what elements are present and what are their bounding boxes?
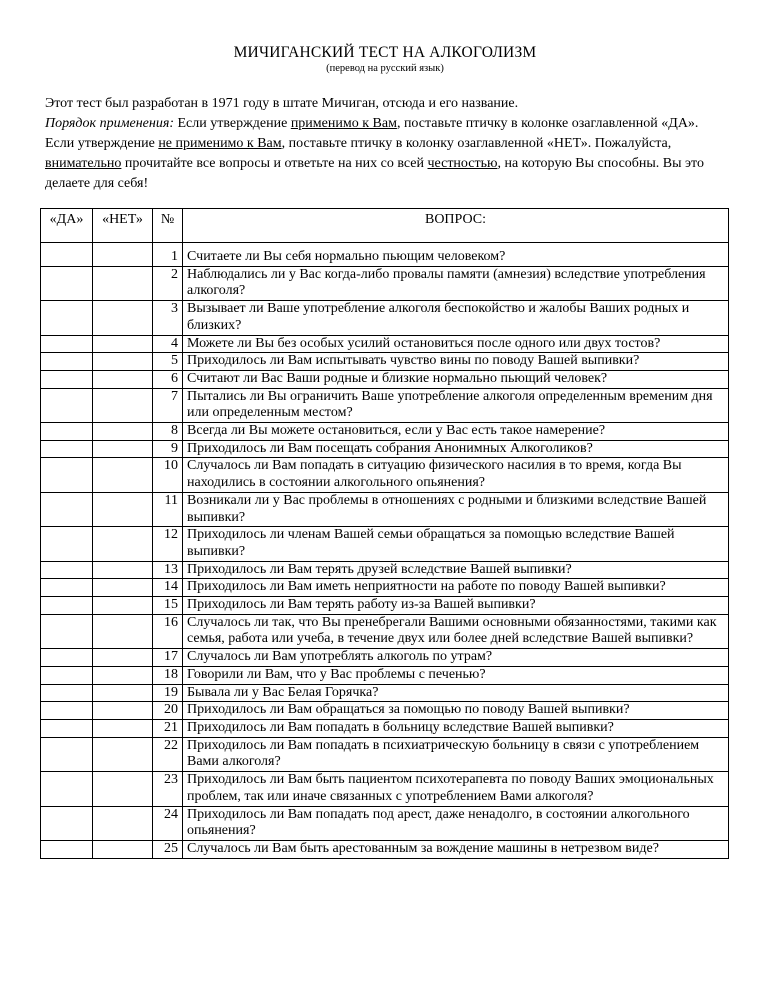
instructions-text-5: , на которую Вы способны. Вы это делаете для себя! — [45, 156, 704, 191]
question-number: 11 — [153, 492, 183, 526]
question-text: Приходилось ли Вам посещать собрания Анонимных Алкоголиков? — [183, 440, 729, 458]
answer-no-cell[interactable] — [93, 301, 153, 335]
question-text: Случалось ли Вам быть арестованным за вождение машины в нетрезвом виде? — [183, 840, 729, 858]
table-row — [41, 249, 729, 266]
question-number: 6 — [153, 370, 183, 388]
answer-no-cell[interactable] — [93, 335, 153, 353]
question-text: Случалось ли так, что Вы пренебрегали Вашими основными обязанностями, такими как семья, работа или учеба, в течение двух или более дней вследствие Вашей выпивки? — [183, 614, 729, 648]
table-row — [41, 702, 729, 720]
question-text: Пытались ли Вы ограничить Ваше употребление алкоголя определенным временим дня или определенным местом? — [183, 388, 729, 422]
table-row — [41, 597, 729, 615]
question-text: Приходилось ли Вам быть пациентом психотерапевта по поводу Ваших эмоциональных проблем, так или иначе связанных с употреблением Вами алкоголя? — [183, 772, 729, 806]
answer-no-cell[interactable] — [93, 388, 153, 422]
answer-no-cell[interactable] — [93, 649, 153, 667]
answer-yes-cell[interactable] — [41, 702, 93, 720]
question-number: 3 — [153, 301, 183, 335]
question-number: 8 — [153, 423, 183, 441]
answer-no-cell[interactable] — [93, 249, 153, 266]
answer-no-cell[interactable] — [93, 772, 153, 806]
instructions-text-3: , поставьте птичку в колонку озаглавленной «НЕТ». Пожалуйста, — [281, 136, 672, 151]
table-row — [41, 666, 729, 684]
not-applicable-phrase: не применимо к Вам — [158, 136, 282, 151]
table-row — [41, 458, 729, 492]
table-row — [41, 561, 729, 579]
question-number: 22 — [153, 737, 183, 771]
question-number: 15 — [153, 597, 183, 615]
answer-yes-cell[interactable] — [41, 840, 93, 858]
question-text: Приходилось ли членам Вашей семьи обращаться за помощью вследствие Вашей выпивки? — [183, 527, 729, 561]
question-text: Приходилось ли Вам попадать в психиатрическую больницу в связи с употреблением Вами алкоголя? — [183, 737, 729, 771]
questions-table — [40, 208, 729, 859]
table-row — [41, 614, 729, 648]
answer-no-cell[interactable] — [93, 458, 153, 492]
question-number: 18 — [153, 666, 183, 684]
question-text: Считаете ли Вы себя нормально пьющим человеком? — [183, 249, 729, 266]
table-row — [41, 353, 729, 371]
answer-yes-cell[interactable] — [41, 370, 93, 388]
answer-yes-cell[interactable] — [41, 458, 93, 492]
answer-no-cell[interactable] — [93, 737, 153, 771]
instructions-text-2: , поставьте птичку в колонке озаглавленной «ДА». Если утверждение — [45, 116, 699, 151]
question-text: Можете ли Вы без особых усилий остановиться после одного или двух тостов? — [183, 335, 729, 353]
answer-yes-cell[interactable] — [41, 579, 93, 597]
question-text: Приходилось ли Вам иметь неприятности на работе по поводу Вашей выпивки? — [183, 579, 729, 597]
question-number: 9 — [153, 440, 183, 458]
question-text: Всегда ли Вы можете остановиться, если у Вас есть такое намерение? — [183, 423, 729, 441]
instructions-text-4: прочитайте все вопросы и ответьте на них со всей — [121, 156, 428, 171]
question-text: Приходилось ли Вам терять друзей вследствие Вашей выпивки? — [183, 561, 729, 579]
table-row — [41, 737, 729, 771]
table-row — [41, 579, 729, 597]
table-row — [41, 423, 729, 441]
answer-yes-cell[interactable] — [41, 440, 93, 458]
header-question: ВОПРОС: — [183, 209, 729, 243]
answer-yes-cell[interactable] — [41, 684, 93, 702]
answer-no-cell[interactable] — [93, 614, 153, 648]
table-row — [41, 684, 729, 702]
answer-yes-cell[interactable] — [41, 737, 93, 771]
table-header-row — [41, 209, 729, 243]
question-number: 2 — [153, 266, 183, 300]
table-row — [41, 806, 729, 840]
answer-yes-cell[interactable] — [41, 719, 93, 737]
questions-body — [41, 243, 729, 859]
question-text: Приходилось ли Вам испытывать чувство вины по поводу Вашей выпивки? — [183, 353, 729, 371]
answer-no-cell[interactable] — [93, 353, 153, 371]
table-row — [41, 772, 729, 806]
answer-no-cell[interactable] — [93, 527, 153, 561]
question-number: 14 — [153, 579, 183, 597]
honesty-word: честностью — [427, 156, 498, 171]
question-text: Наблюдались ли у Вас когда-либо провалы памяти (амнезия) вследствие употребления алкоголя? — [183, 266, 729, 300]
question-number: 13 — [153, 561, 183, 579]
answer-no-cell[interactable] — [93, 702, 153, 720]
answer-yes-cell[interactable] — [41, 597, 93, 615]
answer-yes-cell[interactable] — [41, 335, 93, 353]
answer-no-cell[interactable] — [93, 492, 153, 526]
question-number: 16 — [153, 614, 183, 648]
question-text: Вызывает ли Ваше употребление алкоголя беспокойство и жалобы Ваших родных и близких? — [183, 301, 729, 335]
question-number: 23 — [153, 772, 183, 806]
answer-yes-cell[interactable] — [41, 388, 93, 422]
answer-no-cell[interactable] — [93, 806, 153, 840]
question-number: 17 — [153, 649, 183, 667]
answer-no-cell[interactable] — [93, 666, 153, 684]
header-yes: «ДА» — [41, 209, 93, 243]
question-text: Приходилось ли Вам терять работу из-за Вашей выпивки? — [183, 597, 729, 615]
answer-yes-cell[interactable] — [41, 806, 93, 840]
question-text: Возникали ли у Вас проблемы в отношениях с родными и близкими вследствие Вашей выпивки? — [183, 492, 729, 526]
answer-no-cell[interactable] — [93, 370, 153, 388]
answer-yes-cell[interactable] — [41, 649, 93, 667]
answer-yes-cell[interactable] — [41, 614, 93, 648]
answer-no-cell[interactable] — [93, 684, 153, 702]
order-label: Порядок применения: — [45, 116, 174, 131]
question-text: Считают ли Вас Ваши родные и близкие нормально пьющий человек? — [183, 370, 729, 388]
answer-no-cell[interactable] — [93, 579, 153, 597]
question-number: 21 — [153, 719, 183, 737]
instructions-text-1: Если утверждение — [174, 116, 291, 131]
answer-no-cell[interactable] — [93, 597, 153, 615]
question-number: 25 — [153, 840, 183, 858]
question-number: 10 — [153, 458, 183, 492]
answer-no-cell[interactable] — [93, 440, 153, 458]
answer-yes-cell[interactable] — [41, 266, 93, 300]
answer-yes-cell[interactable] — [41, 492, 93, 526]
question-number: 12 — [153, 527, 183, 561]
document-subtitle: (перевод на русский язык) — [326, 63, 444, 74]
question-number: 1 — [153, 249, 183, 266]
intro-text — [45, 94, 730, 194]
intro-line-1: Этот тест был разработан в 1971 году в штате Мичиган, отсюда и его название. — [45, 96, 519, 111]
question-number: 5 — [153, 353, 183, 371]
table-row — [41, 440, 729, 458]
table-row — [41, 649, 729, 667]
answer-yes-cell[interactable] — [41, 423, 93, 441]
question-number: 24 — [153, 806, 183, 840]
applicable-phrase: применимо к Вам — [290, 116, 397, 131]
answer-yes-cell[interactable] — [41, 561, 93, 579]
answer-yes-cell[interactable] — [41, 301, 93, 335]
answer-yes-cell[interactable] — [41, 666, 93, 684]
answer-no-cell[interactable] — [93, 719, 153, 737]
answer-no-cell[interactable] — [93, 423, 153, 441]
table-row — [41, 527, 729, 561]
instructions-paragraph — [45, 114, 730, 194]
question-text: Случалось ли Вам попадать в ситуацию физического насилия в то время, когда Вы находились в состоянии алкогольного опьянения? — [183, 458, 729, 492]
answer-no-cell[interactable] — [93, 840, 153, 858]
question-text: Говорили ли Вам, что у Вас проблемы с печенью? — [183, 666, 729, 684]
table-row — [41, 266, 729, 300]
answer-no-cell[interactable] — [93, 561, 153, 579]
answer-yes-cell[interactable] — [41, 249, 93, 266]
answer-yes-cell[interactable] — [41, 772, 93, 806]
header-no: «НЕТ» — [93, 209, 153, 243]
question-number: 20 — [153, 702, 183, 720]
question-number: 4 — [153, 335, 183, 353]
question-text: Случалось ли Вам употреблять алкоголь по утрам? — [183, 649, 729, 667]
answer-yes-cell[interactable] — [41, 353, 93, 371]
question-number: 19 — [153, 684, 183, 702]
question-text: Приходилось ли Вам попадать в больницу вследствие Вашей выпивки? — [183, 719, 729, 737]
question-text: Бывала ли у Вас Белая Горячка? — [183, 684, 729, 702]
document-title: МИЧИГАНСКИЙ ТЕСТ НА АЛКОГОЛИЗМ — [233, 44, 537, 61]
table-row — [41, 719, 729, 737]
question-text: Приходилось ли Вам обращаться за помощью по поводу Вашей выпивки? — [183, 702, 729, 720]
table-row — [41, 492, 729, 526]
carefully-word: внимательно — [45, 156, 122, 171]
header-number: № — [153, 209, 183, 243]
answer-no-cell[interactable] — [93, 266, 153, 300]
table-row — [41, 840, 729, 858]
answer-yes-cell[interactable] — [41, 527, 93, 561]
question-text: Приходилось ли Вам попадать под арест, даже ненадолго, в состоянии алкогольного опьянения? — [183, 806, 729, 840]
table-row — [41, 335, 729, 353]
table-row — [41, 301, 729, 335]
question-number: 7 — [153, 388, 183, 422]
table-row — [41, 388, 729, 422]
table-row — [41, 370, 729, 388]
